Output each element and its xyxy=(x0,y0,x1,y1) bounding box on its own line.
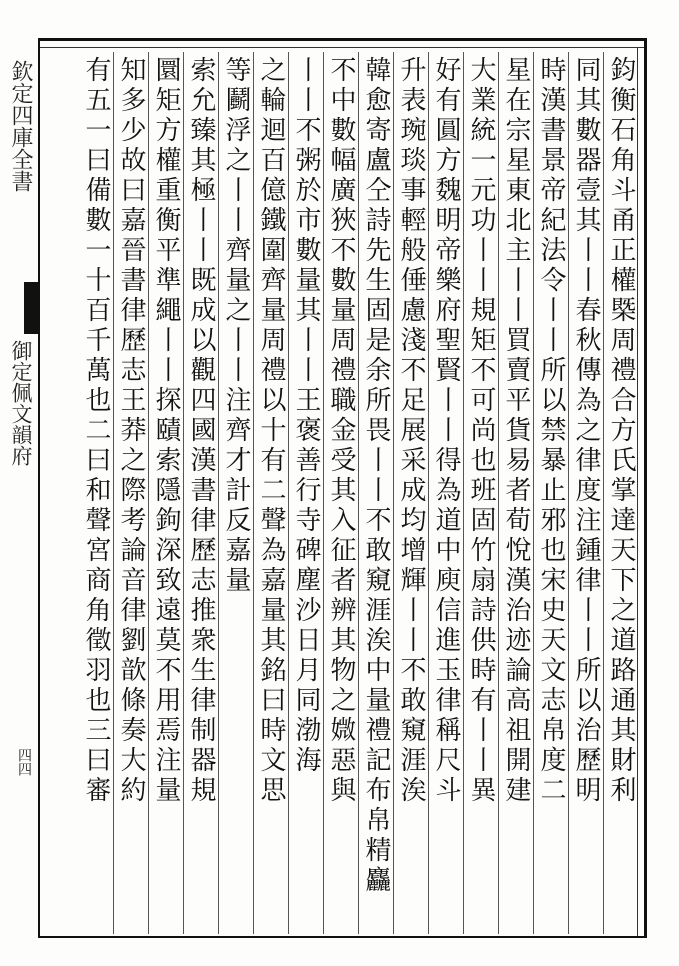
top-inner-border xyxy=(38,47,646,48)
text-column: 同其數器壹其丨丨春秋傳為之律度注鍾律丨丨所以治歷明 xyxy=(569,52,604,934)
book-subtitle: 御定佩文韻府 xyxy=(9,340,33,466)
text-column: 不中數幅廣狹不數量周禮職金受其入征者辨其物之媺惡與 xyxy=(324,52,359,934)
text-column: 大業統一元功丨丨規矩不可尚也班固竹扇詩供時有丨丨異 xyxy=(464,52,499,934)
text-columns xyxy=(40,52,638,934)
text-column: 丨丨不粥於市數量其丨丨王褒善行寺碑塵沙日月同渤海 xyxy=(289,52,324,934)
text-column: 好有圓方魏明帝樂府聖賢丨丨得為道中庾信進玉律稱尺斗 xyxy=(429,52,464,934)
right-border xyxy=(644,38,647,938)
text-column: 韓愈寄盧仝詩先生固是余所畏丨丨不敢窺涯涘中量禮記布帛精麤 xyxy=(359,52,394,934)
text-column: 鈞衡石角斗甬正權槩周禮合方氏掌達天下之道路通其財利 xyxy=(606,56,636,806)
text-column: 時漢書景帝紀法令丨丨所以禁暴止邪也宋史天文志帛度二 xyxy=(534,52,569,934)
book-title: 欽定四庫全書 xyxy=(8,60,33,192)
text-column: 圜矩方權重衡平準繩丨丨探賾索隱鉤深致遠莫不用焉注量 xyxy=(149,52,184,934)
text-column: 知多少故曰嘉晉書律歷志王莽之際考論音律劉歆條奏大約 xyxy=(114,52,149,934)
fish-tail-mark xyxy=(24,282,38,334)
text-column: 等鬬浮之丨丨齊量之丨丨注齊才計反嘉量 xyxy=(219,52,254,934)
text-column: 星在宗星東北主丨丨買賣平貨易者荀悅漢治迹論高祖開建 xyxy=(499,52,534,934)
bottom-border xyxy=(38,936,646,938)
text-column: 升表琬琰事輕般倕慮淺不足展采成均增輝丨丨不敢窺涯涘 xyxy=(394,52,429,934)
text-column: 之輪迴百億鐵圍齊量周禮以十有二聲為嘉量其銘曰時文思 xyxy=(254,52,289,934)
text-column: 有五一曰備數一十百千萬也二曰和聲宮商角徵羽也三曰審 xyxy=(79,52,114,934)
page-number: 四四 xyxy=(16,748,32,776)
page-gutter xyxy=(0,0,38,966)
top-border xyxy=(38,38,646,41)
text-column: 索允臻其極丨丨既成以觀四國漢書律歷志推衆生律制器規 xyxy=(184,52,219,934)
